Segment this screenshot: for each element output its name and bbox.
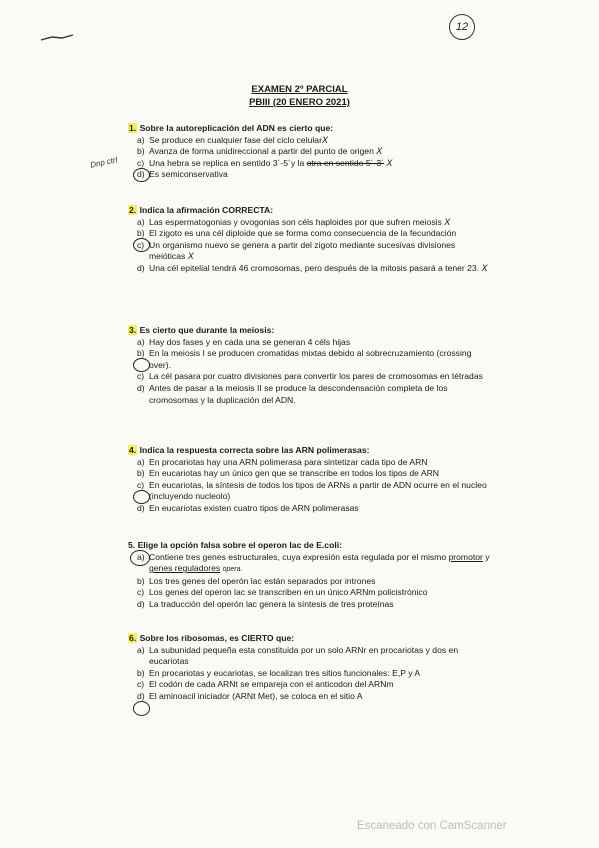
option-letter: b) (137, 468, 145, 479)
question-text: Elige la opción falsa sobre el operon lac de E.coli: (137, 540, 342, 550)
option-d (128, 503, 493, 515)
cross-mark: X (386, 157, 393, 168)
question-title (128, 540, 493, 552)
question-5 (128, 540, 493, 611)
option-text: Las espermatogonias y ovogonias son céls haploides por que sufren meiosis (149, 216, 442, 227)
option-b (128, 668, 493, 680)
question-number: 2. (129, 205, 137, 215)
question-number: 1. (129, 123, 137, 133)
answer-circle (130, 550, 150, 566)
option-text: Antes de pasar a la meiosis II se produce la descondensación completa de los cromosomas y la duplicación del ADN. (149, 382, 448, 405)
option-d (128, 691, 493, 703)
option-text: Es semiconservativa (149, 169, 228, 180)
question-title (128, 633, 493, 645)
option-d (128, 599, 493, 611)
option-c (128, 679, 493, 691)
option-letter: c) (137, 587, 145, 598)
option-c (128, 587, 493, 599)
option-text: En procariotas hay una ARN polimerasa para sintetizar cada tipo de ARN (149, 456, 428, 467)
question-6 (128, 633, 493, 703)
option-text: La subunidad pequeña esta constituida por un solo ARNr en procariotas y dos en eucariotas (149, 644, 459, 667)
option-a (128, 337, 493, 349)
option-letter: a) (137, 216, 145, 227)
cross-mark: X (321, 134, 328, 145)
question-title (128, 205, 493, 217)
option-text-struck: otra en sentido 5´-3´ (306, 157, 385, 168)
option-b (128, 468, 493, 480)
question-number: 3. (129, 325, 137, 335)
option-text: Una hebra se replica en sentido 3´-5´y la (149, 157, 307, 168)
question-text: Indica la afirmación CORRECTA: (139, 205, 274, 215)
question-1 (128, 123, 493, 181)
option-letter: c) (137, 679, 145, 690)
question-number: 6. (129, 633, 137, 643)
option-letter: a) (137, 644, 145, 655)
option-text: En eucariotas hay un único gen que se transcribe en todos los tipos de ARN (149, 468, 439, 479)
question-title (128, 123, 493, 135)
cross-mark: X (444, 216, 451, 227)
option-letter: d) (137, 169, 145, 180)
handwritten-side-note: Dnp ctrl (89, 155, 119, 170)
option-letter: d) (137, 382, 145, 393)
question-title (128, 445, 493, 457)
option-letter: d) (137, 502, 145, 513)
pen-scribble (40, 34, 74, 42)
question-text: Indica la respuesta correcta sobre las ARN polimerasas: (139, 445, 370, 455)
option-letter: d) (137, 690, 145, 701)
option-b (128, 576, 493, 588)
option-text: Los tres genes del operón lac están separados por intrones (149, 575, 376, 586)
option-c (128, 240, 493, 263)
option-letter: c) (137, 157, 145, 168)
option-d (128, 169, 493, 181)
option-a (128, 135, 493, 147)
option-text: En procariotas y eucariotas, se localizan tres sitios funcionales: E,P y A (149, 667, 421, 678)
question-text: Sobre la autoreplicación del ADN es cierto que: (139, 123, 334, 133)
exam-title: EXAMEN 2º PARCIAL (251, 84, 348, 95)
option-text: El aminoacil iniciador (ARNt Met), se coloca en el sitio A (149, 690, 363, 701)
option-letter: b) (137, 146, 145, 157)
option-text: Hay dos fases y en cada una se generan 4 céls hijas (149, 336, 351, 347)
option-text: Se produce en cualquier fase del ciclo celular (149, 134, 322, 145)
page-number-circle: 12 (449, 14, 475, 40)
option-b (128, 146, 493, 158)
option-letter: a) (137, 456, 145, 467)
option-text: y (482, 551, 490, 562)
option-text-underlined: genes reguladores (149, 563, 221, 574)
option-text: Contiene tres genes estructurales, cuya expresión esta regulada por el mismo (149, 551, 449, 562)
question-4 (128, 445, 493, 515)
cross-mark: X (481, 262, 488, 273)
question-text: Sobre los ribosomas, es CIERTO que: (139, 633, 295, 643)
question-text: Es cierto que durante la meiosis: (139, 325, 275, 335)
option-text: La traducción del operón lac genera la síntesis de tres proteínas (149, 598, 394, 609)
option-letter: a) (137, 134, 145, 145)
option-text: Un organismo nuevo se genera a partir del zigoto mediante sucesivas divisiones meióticas (149, 239, 456, 262)
option-letter: c) (137, 479, 145, 490)
option-c (128, 480, 493, 503)
option-d (128, 263, 493, 275)
question-number: 5. (128, 540, 136, 550)
option-c (128, 371, 493, 383)
exam-subtitle: PBIII (20 ENERO 2021) (249, 97, 350, 108)
answer-circle (133, 358, 150, 372)
option-text: Una cél epitelial tendrá 46 cromosomas, pero después de la mitosis pasará a tener 23. (149, 262, 480, 273)
option-text: El zigoto es una cél diploide que se forma como consecuencia de la fecundación (149, 228, 457, 239)
option-letter: b) (137, 575, 145, 586)
option-letter: b) (137, 667, 145, 678)
option-text: Los genes del operon lac se transcriben en un único ARNm policistrónico (149, 587, 428, 598)
answer-circle (133, 701, 150, 716)
option-letter: a) (137, 551, 145, 562)
question-2 (128, 205, 493, 275)
option-letter: d) (137, 598, 145, 609)
option-d (128, 383, 493, 406)
option-letter: b) (137, 348, 145, 359)
option-letter: b) (137, 228, 145, 239)
option-letter: c) (137, 371, 145, 382)
option-b (128, 228, 493, 240)
answer-circle (133, 238, 150, 252)
option-text: En eucariotas existen cuatro tipos de ARN polimerasas (149, 502, 359, 513)
cross-mark: X (187, 251, 194, 262)
option-text: El codón de cada ARNt se empareja con el anticodon del ARNm (149, 679, 394, 690)
question-number: 4. (129, 445, 137, 455)
option-a (128, 217, 493, 229)
option-letter: c) (137, 239, 145, 250)
option-letter: d) (137, 262, 145, 273)
cross-mark: X (376, 146, 383, 157)
option-letter: a) (137, 336, 145, 347)
option-c (128, 158, 493, 170)
option-text: La cél pasara por cuatro divisiones para convertir los pares de cromosomas en tétradas (149, 371, 483, 382)
option-a (128, 552, 493, 576)
option-text: Avanza de forma unidireccional a partir del punto de origen (149, 146, 374, 157)
answer-circle (133, 490, 150, 504)
option-text: En la meiosis I se producen cromatidas mixtas debido al sobrecruzamiento (crossing over). (149, 348, 472, 370)
question-3 (128, 325, 493, 406)
option-b (128, 348, 493, 371)
question-title (128, 325, 493, 337)
option-text: En eucariotas, la síntesis de todos los tipos de ARNs a partir de ADN ocurre en el nucleo (incluyendo nucleolo) (149, 479, 487, 502)
answer-circle (133, 168, 150, 182)
option-a (128, 457, 493, 469)
option-a (128, 645, 493, 668)
scanner-watermark: Escaneado con CamScanner (357, 820, 507, 832)
handwritten-note: opera. (222, 566, 243, 574)
option-text-underlined: promotor (448, 551, 483, 562)
